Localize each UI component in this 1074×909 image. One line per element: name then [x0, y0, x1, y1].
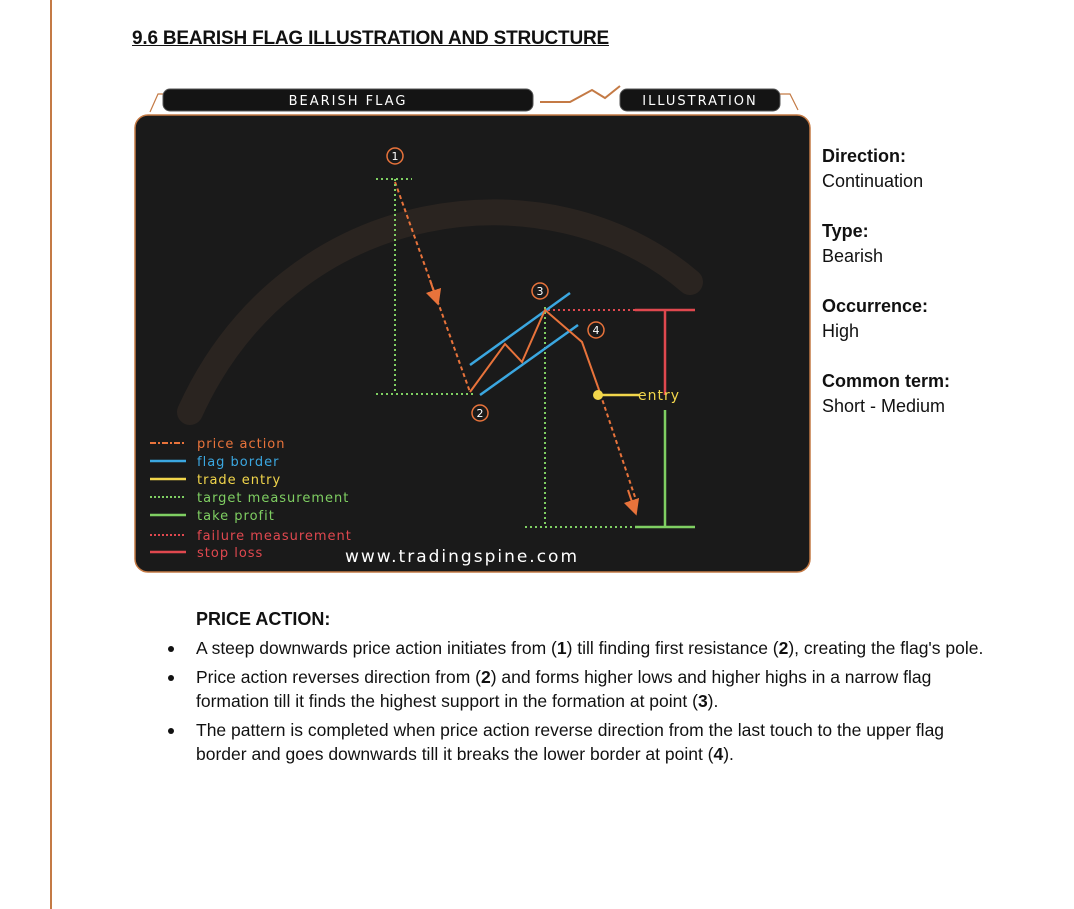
- point-marker-1: [387, 148, 403, 164]
- legend-label: flag border: [197, 455, 280, 470]
- bullet-text: ), creating the flag's pole.: [788, 638, 984, 658]
- bearish-flag-illustration: [130, 82, 820, 582]
- type-value: Bearish: [822, 246, 884, 266]
- type-label: Type:: [822, 221, 869, 241]
- bullet-point-ref: 3: [697, 691, 708, 711]
- point-marker-4: [588, 322, 604, 338]
- bullet-text: ).: [707, 691, 719, 711]
- occurrence-value: High: [822, 321, 860, 341]
- bullet-text: Price action reverses direction from (: [196, 667, 481, 687]
- price-action-bullet: [196, 665, 996, 713]
- section-title: 9.6 BEARISH FLAG ILLUSTRATION AND STRUCTURE: [132, 28, 609, 49]
- direction-block: [822, 144, 1052, 194]
- watermark: www.tradingspine.com: [345, 547, 580, 567]
- direction-label: Direction:: [822, 146, 907, 166]
- page-margin-rule: [50, 0, 52, 909]
- legend-label: target measurement: [197, 491, 350, 506]
- point-marker-2: [472, 405, 488, 421]
- point-label-3: 3: [536, 285, 544, 298]
- entry-label: entry: [638, 388, 681, 404]
- bullet-point-ref: 1: [556, 638, 567, 658]
- legend-label: failure measurement: [197, 529, 352, 544]
- legend-label: stop loss: [197, 546, 264, 561]
- bullet-point-ref: 2: [480, 667, 491, 687]
- right-banner-label: ILLUSTRATION: [642, 94, 758, 109]
- common-term-label: Common term:: [822, 371, 951, 391]
- bullet-text: A steep downwards price action initiates from (: [196, 638, 557, 658]
- price-action-bullet: [196, 636, 996, 660]
- bullet-point-ref: 2: [778, 638, 789, 658]
- left-banner-label: BEARISH FLAG: [288, 94, 408, 109]
- common-term-block: [822, 369, 1052, 419]
- occurrence-block: [822, 294, 1052, 344]
- occurrence-label: Occurrence:: [822, 296, 929, 316]
- common-term-value: Short - Medium: [822, 396, 946, 416]
- bullet-text: The pattern is completed when price action reverse direction from the last touch to the upper flag border and goes downwards till it breaks the lower border at point (: [196, 720, 945, 764]
- price-action-bullet: [196, 718, 996, 766]
- pattern-info-panel: [822, 144, 1052, 444]
- price-action-heading: PRICE ACTION:: [196, 609, 331, 629]
- bullet-text: ) till finding first resistance (: [566, 638, 779, 658]
- legend-label: price action: [197, 437, 286, 452]
- point-label-4: 4: [592, 324, 600, 337]
- point-label-2: 2: [476, 407, 484, 420]
- legend-label: take profit: [197, 509, 275, 524]
- entry-dot: [593, 390, 603, 400]
- bullet-text: ).: [723, 744, 734, 764]
- logo-stroke: [540, 86, 620, 102]
- direction-value: Continuation: [822, 171, 924, 191]
- type-block: [822, 219, 1052, 269]
- price-action-list: [196, 636, 996, 771]
- bullet-text: ) and forms higher lows and higher highs in a narrow flag formation till it finds the highest support in the formation at point (: [196, 667, 932, 711]
- legend-label: trade entry: [197, 473, 282, 488]
- bullet-point-ref: 4: [713, 744, 724, 764]
- flag-diagram: [130, 82, 820, 582]
- point-label-1: 1: [391, 150, 399, 163]
- point-marker-3: [532, 283, 548, 299]
